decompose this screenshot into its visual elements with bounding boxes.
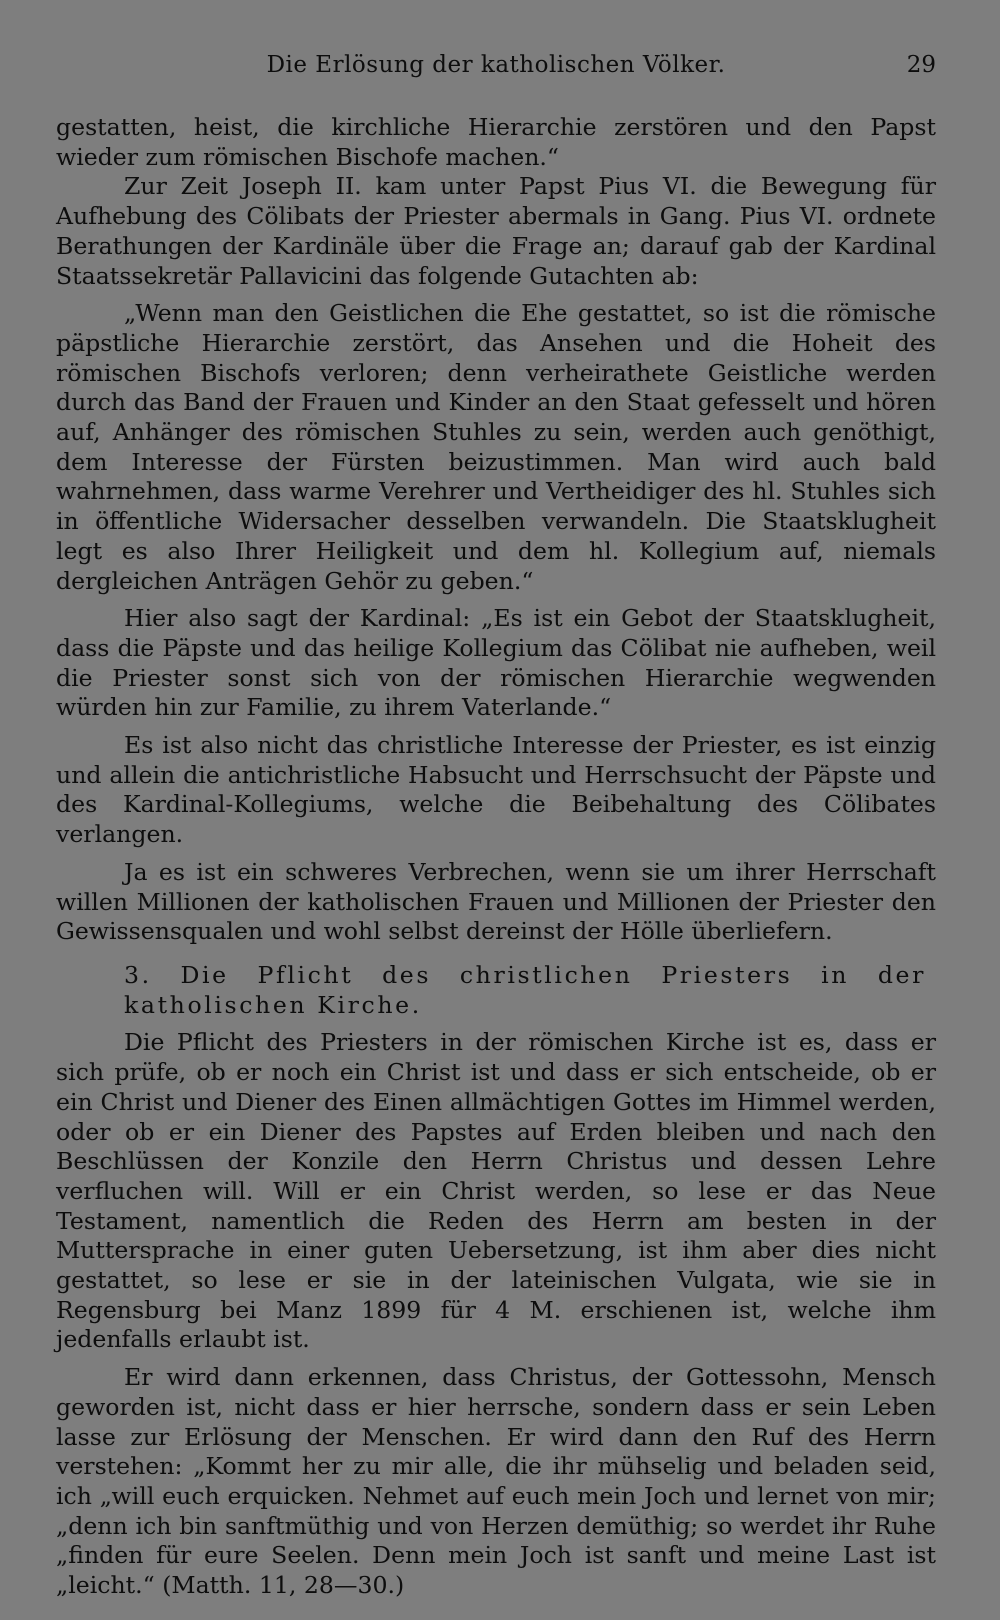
paragraph: Er wird dann erkennen, dass Christus, der Gottessohn, Mensch geworden ist, nicht dass er hier herrsche, sondern dass er sein Leben lasse zur Erlösung der Menschen. Er wird dann den Ruf des Herrn verstehen: „Kommt her zu mir alle, die ihr mühselig und beladen seid, ich „will euch erquicken. Nehmet auf euch mein Joch und lernet von mir; „denn ich bin sanftmüthig und von Herzen demüthig; so werdet ihr Ruhe „finden für eure Seelen. Denn mein Joch ist sanft und meine Last ist „leicht.“ (Matth. 11, 28—30.)	[56, 1363, 936, 1600]
page-number: 29	[906, 52, 936, 78]
paragraph: Es ist also nicht das christliche Interesse der Priester, es ist einzig und allein die antichristliche Habsucht und Herrschsucht der Päpste und des Kardinal-Kollegiums, welche die Beibehaltung des Cölibates verlangen.	[56, 731, 936, 849]
quoted-opinion: „Wenn man den Geistlichen die Ehe gestattet, so ist die römische päpstliche Hierarchie zerstört, das Ansehen und die Hoheit des römischen Bischofs verloren; denn verheirathete Geistliche werden durch das Band der Frauen und Kinder an den Staat gefesselt und hören auf, Anhänger des römischen Stuhles zu sein, werden auch genöthigt, dem Interesse der Fürsten beizustimmen. Man wird auch bald wahrnehmen, dass warme Verehrer und Vertheidiger des hl. Stuhles sich in öffentliche Widersacher desselben verwandeln. Die Staatsklugheit legt es also Ihrer Heiligkeit und dem hl. Kollegium auf, niemals dergleichen Anträgen Gehör zu geben.“	[56, 299, 936, 595]
paragraph-continuation: gestatten, heist, die kirchliche Hierarchie zerstören und den Papst wieder zum römischen Bischofe machen.“	[56, 113, 936, 171]
paragraph: Hier also sagt der Kardinal: „Es ist ein Gebot der Staatsklugheit, dass die Päpste und das heilige Kollegium das Cölibat nie aufheben, weil die Priester sonst sich von der römischen Hierarchie wegwenden würden hin zur Familie, zu ihrem Vaterlande.“	[56, 604, 936, 722]
section-heading: 3. Die Pflicht des christlichen Priesters in der katholischen Kirche.	[124, 960, 926, 1019]
paragraph: Die Pflicht des Priesters in der römischen Kirche ist es, dass er sich prüfe, ob er noch ein Christ ist und dass er sich entscheide, ob er ein Christ und Diener des Einen allmächtigen Gottes im Himmel werden, oder ob er ein Diener des Papstes auf Erden bleiben und nach den Beschlüssen der Konzile den Herrn Christus und dessen Lehre verfluchen will. Will er ein Christ werden, so lese er das Neue Testament, namentlich die Reden des Herrn am besten in der Muttersprache in einer guten Uebersetzung, ist ihm aber dies nicht gestattet, so lese er sie in der lateinischen Vulgata, wie sie in Regensburg bei Manz 1899 für 4 M. erschienen ist, welche ihm jedenfalls erlaubt ist.	[56, 1028, 936, 1354]
page-body	[56, 113, 936, 1601]
paragraph: Ja es ist ein schweres Verbrechen, wenn sie um ihrer Herrschaft willen Millionen der katholischen Frauen und Millionen der Priester den Gewissensqualen und wohl selbst dereinst der Hölle überliefern.	[56, 857, 936, 946]
running-title: Die Erlösung der katholischen Völker.	[266, 52, 726, 78]
paragraph: Zur Zeit Joseph II. kam unter Papst Pius VI. die Bewegung für Aufhebung des Cölibats der Priester abermals in Gang. Pius VI. ordnete Berathungen der Kardinäle über die Frage an; darauf gab der Kardinal Staatssekretär Pallavicini das folgende Gutachten ab:	[56, 172, 936, 290]
page-header	[56, 52, 936, 86]
